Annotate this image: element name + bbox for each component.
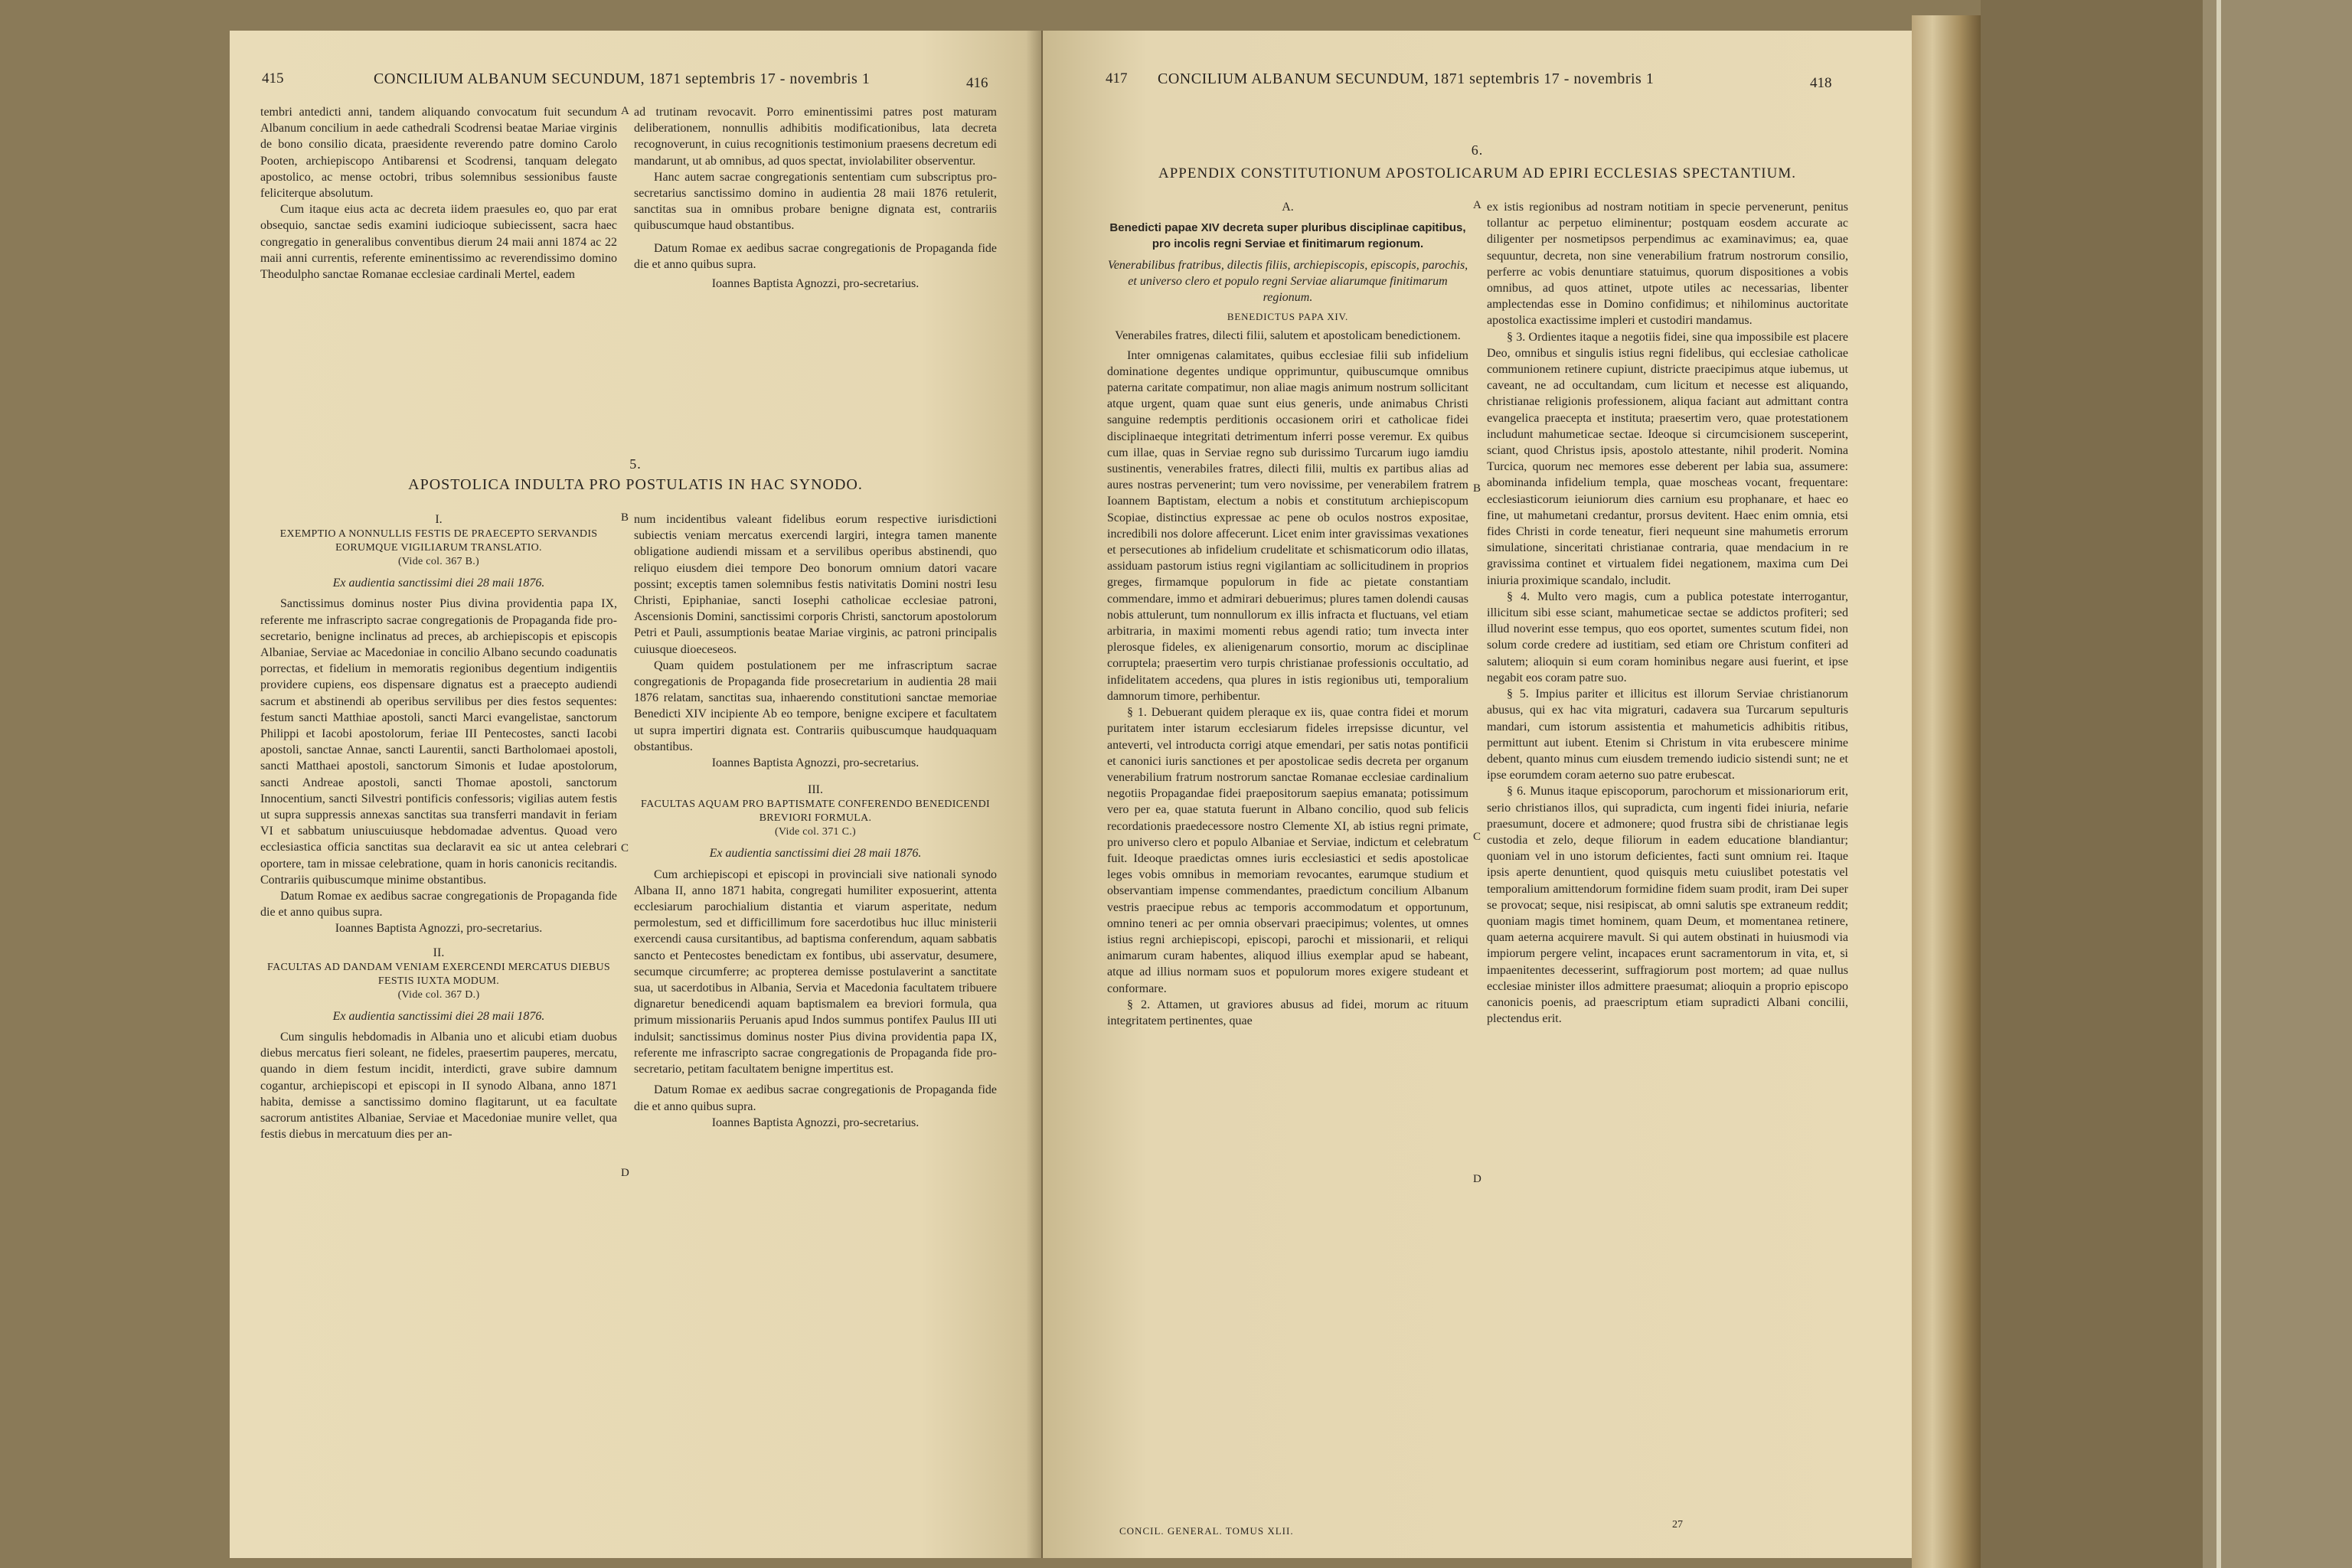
margin-mark-c: C (1473, 831, 1481, 843)
paragraph: § 4. Multo vero magis, cum a publica potestate interrogantur, illicitum sibi esse sciant, mahumeticae sectae se addictos profiteri; sed illud noverint esse tempus, quo eos oportet, sumentes scutum fidei, non solum corde credere ad iustitiam, sed etiam ore Christum confiteri ad salutem; alioquin si eum coram hominibus negare ausi fuerint, et ipse negabit eos coram patre suo. (1487, 590, 1848, 684)
subsection-title: FACULTAS AQUAM PRO BAPTISMATE CONFERENDO BENEDICENDI BREVIORI FORMULA. (641, 799, 990, 825)
paragraph: ad trutinam revocavit. Porro eminentissimi patres post maturam deliberationem, nonnullis adhibitis modificationibus, lata decreta recognoverunt, in cuius recognitionis testimonium praesens decretum edi mandarunt, ut ab omnibus, ad quos spectat, inviolabiliter observentur. (634, 106, 997, 168)
address: Venerabilibus fratribus, dilectis filiis, archiepiscopis, episcopis, parochis, et universo clero et populo regni Serviae aliarumque finitimarum regionum. (1107, 258, 1468, 305)
signature: Ioannes Baptista Agnozzi, pro-secretarius. (711, 756, 920, 770)
paragraph: num incidentibus valeant fidelibus eorum respective iurisdictioni subiectis veniam mercatus exercendi largiri, integra tamen manente obligatione audiendi missam et a servilibus operibus abstinendi, quo reliquo eiusdem diei tempore Deo bonorum omnium datori vacare possint; exceptis tamen solemnibus festis nativitatis Domini nostri Iesu Christi, Epiphaniae, sancti Iosephi catholicae ecclesiae patroni, Ascensionis Domini, sanctissimi corporis Christi, sanctorum apostolorum Petri et Pauli, assumptionis beatae Mariae virginis, ac patroni principalis cuiusque dioeceseos. (634, 513, 997, 656)
page-number-417: 417 (1106, 70, 1128, 87)
paragraph: § 2. Attamen, ut graviores abusus ad fidei, morum ac rituum integritatem pertinentes, quae (1107, 998, 1468, 1027)
paragraph: Datum Romae ex aedibus sacrae congregationis de Propaganda fide die et anno quibus supra. (634, 1083, 997, 1113)
paragraph: Cum singulis hebdomadis in Albania uno et alicubi etiam duobus diebus mercatus fieri soleant, ne fideles, praesertim pauperes, mercatu, quando in diem festum incidit, interdicti, grave subire damnum cogantur, archiepiscopi et episcopi in II synodo Albana, anno 1871 habita, demisse a sanctissimo domino flagitarunt, ut ea facultate sacrorum antistites Albaniae, Serviae et Macedoniae munire vellet, qua festis diebus in mercatuum dies per an- (260, 1031, 617, 1142)
right-page-left-col (1107, 199, 1468, 1029)
left-page (230, 31, 1041, 1558)
greeting: Venerabiles fratres, dilecti filii, salutem et apostolicam benedictionem. (1115, 329, 1461, 343)
paragraph: § 3. Ordientes itaque a negotiis fidei, sine qua impossibile est placere Deo, omnibus et singulis istius regni fidelibus, qui ecclesiae catholicae communionem retinere cupiunt, districte praecipimus atque iubemus, ut caveant, ne ad occultandam, cum licitum et necesse est aliquando, christianae religionis professionem, aliqua faciant aut admittant contra evangelica praecepta et instituta; praesertim vero, quae protestationem includunt mahumeticae sectae. Ideoque si circumcisionem susceperint, sciant, quod Christus ipsis, apostolo attestante, nihil proderit. Nomina Turcica, quorum nec memores esse deberent per labia sua, assumere: abominanda infidelium templa, quae moscheas vocant, frequentare: ecclesiasticorum ieiuniorum dies carnium esu prophanare, et haec eo fine, ut mahumetani credantur, prorsus devitent. Haec enim omnia, etsi fides Christi in corde teneatur, fieri nequeunt sine mahumetis errorum simulatione, sinceritati christianae contraria, quae mendacium in re gravissima continet et virtualem fidei negationem, maxima cum Dei iniuria proximique scandalo, includit. (1487, 330, 1848, 587)
pope-name: BENEDICTUS PAPA XIV. (1227, 311, 1349, 323)
paragraph: Datum Romae ex aedibus sacrae congregationis de Propaganda fide die et anno quibus supra. (634, 241, 997, 271)
paragraph: Datum Romae ex aedibus sacrae congregationis de Propaganda fide die et anno quibus supra. (260, 890, 617, 920)
margin-mark-a: A (621, 105, 629, 117)
paragraph: Inter omnigenas calamitates, quibus ecclesiae filii sub infidelium dominatione degentes undique opprimuntur, quibuscumque omnibus paterna caritate compatimur, non aliae magis animum nostrum sollicitant atque urgent, quam quae sunt eius generis, unde animabus Christi sanguine redemptis perditionis occasionem oriri et catholicae fidei disciplinaeque integritati detrimentum inferri posse veremur. Ex quibus cum illae, quas in Serviae regno sub durissimo Turcarum iugo iamdiu sustinentis, venerabiles fratres, dilecti filii, multis ex partibus alias ad aures nostras pervenerint; tum vero novissime, per venerabilem fratrem Ioannem Baptistam, electum a nobis et constitutum archiepiscopum Scopiae, distinctius expressae ac pene ob oculos nostros expositae, incredibili nos dolore affecerunt. Licet enim inter gravissimas vexationes et persecutiones ab infidelium crudelitate et schismaticorum odio illatas, assiduam pastorum istius regni vigilantiam ac sollicitudinem in proprios greges, firmamque populorum in fide ac pietate constantiam commendare, immo et admirari debuerimus; plures tamen dolendi causas nobis attulerunt, tum nonnullorum ex illis infracta et fluctuans, vel etiam arbitraria, in maximi momenti rebus agendi ratio; tum invecta inter plerosque fideles, ex alienigenarum consortio, morum ac disciplinae corruptela; praesertim vero turpis christianae professionis occultatio, ad infidelitatem accedens, qua plures in istis regionibus uti, temporalium damnorum timore, perhibentur. (1107, 348, 1468, 703)
margin-mark-c: C (621, 842, 629, 854)
signature: Ioannes Baptista Agnozzi, pro-secretarius. (711, 1116, 920, 1129)
subsection-number: I. (435, 513, 443, 526)
paragraph: Cum itaque eius acta ac decreta iidem praesules eo, quo par erat obsequio, sanctae sedis examini iudicioque subiecissent, sacra haec congregatio in generalibus conventibus dierum 24 maii anni 1874 ac 22 maii anni currentis, referente eminentissimo ac reverendissimo domino Theodulpho sanctae Romanae ecclesiae cardinali Mertel, eadem (260, 203, 617, 282)
margin-mark-d: D (621, 1167, 629, 1179)
section-number: 6. (1471, 142, 1484, 158)
right-page-right-col (1487, 199, 1848, 1027)
right-col-top (634, 104, 997, 292)
paragraph: § 6. Munus itaque episcoporum, parochorum et missionariorum erit, serio christianos illos, qui supradicta, cum ingenti fidei iniuria, nefarie praesumunt, docere et admonere; quod frustra sibi de christianae legis custodia et zelo, deque filiorum in eadem educatione blandiantur; quoniam vel in uno istorum deficientes, facti sunt omnium rei. Itaque ipsis aperte denuntient, quod quisquis metu cuiuslibet potestatis vel temporalium amittendorum formidine fidem suam prodit, iram Dei super se provocat; seque, nisi resipiscat, ab omni salutis spe extraneum reddit; quoniam magis timet hominem, quam Deum, et momentanea retinere, quam aeterna acquirere mavult. Si qui autem obstinati in huiusmodi via impiorum pergere velint, incapaces erunt sacramentorum in vita, et, si impaenitentes decesserint, suffragiorum post mortem; ad quae nullus ecclesiae minister illos admittere praesumat; alioquin a proprio episcopo canonicis poenis, ad praescriptum etiam supradicti Albani concilii, plectendus erit. (1487, 785, 1848, 1026)
page-edge-strip (2216, 0, 2221, 1568)
paragraph: ex istis regionibus ad nostram notitiam in specie pervenerunt, penitus tollantur ac perpetuo eliminentur; postquam eosdem accurate ac diligenter per nosmetipsos perpendimus ac examinavimus; ea, quae sequuntur, decreta, non sine venerabilium fratrum nostrorum consilio, perferre ac vobis denuntiare statuimus, quorum dispositiones a vobis omnibus, ad quos attinet, utpote utiles ac necessarias, libenter amplectendas esse in Domino confidimus; et nihilominus auctoritate apostolica exactissime impleri et custodiri mandamus. (1487, 201, 1848, 328)
left-col-bottom (260, 511, 617, 1143)
right-page (1043, 31, 1912, 1558)
page-number-418: 418 (1810, 75, 1832, 91)
reference: (Vide col. 371 C.) (774, 826, 857, 838)
subsection-title: FACULTAS AD DANDAM VENIAM EXERCENDI MERCATUS DIEBUS FESTIS IUXTA MODUM. (267, 961, 610, 987)
section-title: APOSTOLICA INDULTA PRO POSTULATIS IN HAC SYNODO. (408, 476, 863, 493)
section-title: APPENDIX CONSTITUTIONUM APOSTOLICARUM AD EPIRI ECCLESIAS SPECTANTIUM. (1158, 165, 1796, 181)
paragraph: Cum archiepiscopi et episcopi in provinciali sive nationali synodo Albana II, anno 1871 habita, congregati humiliter exposuerint, attenta ecclesiarum parochialium distantia et viarum asperitate, nedum permolestum, sed et difficillimum fore sacerdotibus huc illuc ministerii exercendi causa cursitantibus, ad baptisma conferendum, aquam sabbatis sancto et Pentecostes benedictam ex fontibus, ubi asservatur, desumere, secumque circumferre; ac propterea demisse postulaverint a sanctitate sua, ut sacerdotibus in Albania, Servia et Macedonia facultatem tribuere dignaretur benedicendi aquam baptismalem ea breviori formula, qua primum missionariis Peruanis apud Indos summus pontifex Paulus III uti indulsit; sanctissimus dominus noster Pius divina providentia papa IX, referente me infrascripto sacrae congregationis de Propaganda fide pro-secretario, petitam facultatem benigne impertitus est. (634, 867, 997, 1076)
paragraph: § 1. Debuerant quidem pleraque ex iis, quae contra fidei et morum puritatem inter istarum ecclesiarum fideles irrepsisse dicuntur, vel anteverti, vel introducta corrigi atque emendari, per satis notas pontificii et canonici iuris sanctiones et per apostolicae sedis decreta per organum venerabilium fratrum nostrorum sanctae Romanae ecclesiae cardinalium negotiis Propagandae fidei praepositorum saepius emanata; potissimum vero per ea, quae statuta fuerunt in Albano concilio, quod sub felicis recordationis praedecessore nostro Clemente XI, ab istius regni primate, pro universo clero et populo Albaniae et Serviae, indictum et celebratum fuit. Ideoque praedictas omnes iuris ecclesiastici et sedis apostolicae leges vobis omnibus in memoriam revocantes, earumque studium et observantiam impense commendantes, praedictum concilium Albanum vestris praecipue rebus ac temporis accommodatum et opportunum, omnino teneri ac per omnia observari praecipimus; volentes, ut omnes istius regni archiepiscopi, episcopi, parochi et missionarii, et reliqui animarum curam habentes, aliquod illius exemplar apud se habeant, atque ad illius normam suos et populorum mores exigere studeant et conformare. (1107, 706, 1468, 995)
running-header-left: CONCILIUM ALBANUM SECUNDUM, 1871 septembris 17 - novembris 1 (374, 70, 871, 87)
margin-mark-a: A (1473, 199, 1481, 211)
scan-background (2203, 0, 2352, 1568)
signature: Ioannes Baptista Agnozzi, pro-secretarius. (711, 277, 920, 291)
section-number: 5. (629, 456, 642, 472)
subsection-number: A. (1282, 201, 1294, 214)
subsection-number: III. (808, 783, 823, 797)
paragraph: Hanc autem sacrae congregationis sententiam cum subscriptus pro-secretarius sanctissimo domino in audientia 28 maii 1876 retulerit, sanctitas sua in omnibus probare benigne dignata est, contrariis quibuscumque haud obstantibus. (634, 170, 997, 233)
margin-mark-b: B (1473, 482, 1481, 495)
running-header-right: CONCILIUM ALBANUM SECUNDUM, 1871 septembris 17 - novembris 1 (1158, 70, 1655, 87)
paragraph: Sanctissimus dominus noster Pius divina providentia papa IX, referente me infrascripto sacrae congregationis de Propaganda fide pro-secretario, benigne inclinatus ad preces, ab archiepiscopis et episcopis Albaniae, Serviae ac Macedoniae in concilio Albano secundo coadunatis porrectas, et fidelium in memoratis regionibus degentium indigentiis providere cupiens, eos dispensare dignatus est a praecepto audiendi sacrum et abstinendi ab operibus servilibus per dies festos sequentes: festum sancti Matthiae apostoli, sancti Marci evangelistae, sanctorum Philippi et Iacobi apostolorum, feriae III Pentecostes, sancti Iacobi apostoli, sanctae Annae, sancti Laurentii, sancti Bartholomaei apostoli, sancti Matthaei apostoli, sanctorum Simonis et Iudae apostolorum, sancti Andreae apostoli, sancti Thomae apostoli, sanctorum Innocentium, sancti Silvestri pontificis confessoris; vigilias autem festis ut supra suppressis annexas sanctitas sua transferri mandavit in feriam VI et sabbatum uniuscuiusque hebdomadae adventus. Quoad vero ecclesiastica officia sanctitas sua declaravit ea sic ut antea celebrari oportere, tam in missae celebratione, quam in horis canonicis recitandis. Contrariis quibuscumque minime obstantibus. (260, 597, 617, 887)
subsection-title: Benedicti papae XIV decreta super pluribus disciplinae capitibus, pro incolis regni Serviae et finitimarum regionum. (1109, 221, 1466, 251)
footer-volume: CONCIL. GENERAL. TOMUS XLII. (1119, 1525, 1294, 1537)
right-col-bottom (634, 511, 997, 1131)
paragraph: § 5. Impius pariter et illicitus est illorum Serviae christianorum abusus, qui ex hac vita migraturi, cadavera sua Turcarum sepulturis mandari, cum istorum assistentia et mahumeticis adhibitis ritibus, permittunt aut iubent. Etenim si Christum in vita erubescere minime debent, quanto minus cum eiusdem tremendo iudicio sistendi sunt; ne et ipse eorumdem coram aeterno suo patre erubescat. (1487, 688, 1848, 782)
paragraph: tembri antedicti anni, tandem aliquando convocatum fuit secundum Albanum concilium in aede cathedrali Scodrensi beatae Mariae virginis de bono consilio dicata, praesidente reverendo patre domino Carolo Pooten, archiepiscopo Antibarensi et Scodrensi, tanquam delegato apostolico, ac mense octobri, tribus solemnibus sessionibus fauste feliciterque absolutum. (260, 106, 617, 201)
margin-mark-b: B (621, 511, 629, 524)
page-block-edge (1912, 15, 1981, 1568)
reference: (Vide col. 367 D.) (397, 988, 480, 1001)
page-number-416: 416 (966, 75, 988, 91)
footer-signature-number: 27 (1672, 1519, 1683, 1530)
audience-date: Ex audientia sanctissimi diei 28 maii 1876. (332, 577, 545, 590)
left-col-top (260, 104, 617, 283)
margin-mark-d: D (1473, 1173, 1481, 1185)
subsection-title: EXEMPTIO A NONNULLIS FESTIS DE PRAECEPTO SERVANDIS EORUMQUE VIGILIARUM TRANSLATIO. (279, 528, 598, 554)
book-cover-board (1981, 0, 2203, 1568)
audience-date: Ex audientia sanctissimi diei 28 maii 1876. (332, 1009, 545, 1023)
signature: Ioannes Baptista Agnozzi, pro-secretarius. (335, 922, 543, 936)
subsection-number: II. (433, 946, 445, 959)
reference: (Vide col. 367 B.) (397, 556, 480, 568)
page-number-415: 415 (262, 70, 284, 87)
paragraph: Quam quidem postulationem per me infrascriptum sacrae congregationis de Propaganda fide prosecretarium in audientia 28 maii 1876 relatam, sanctitas sua, inhaerendo constitutioni sanctae memoriae Benedicti XIV incipiente Ab eo tempore, benigne excipere et facultatem ut supra impertiri dignata est. Contrariis quibuscumque haudquaquam obstantibus. (634, 658, 997, 753)
audience-date: Ex audientia sanctissimi diei 28 maii 1876. (709, 847, 922, 861)
